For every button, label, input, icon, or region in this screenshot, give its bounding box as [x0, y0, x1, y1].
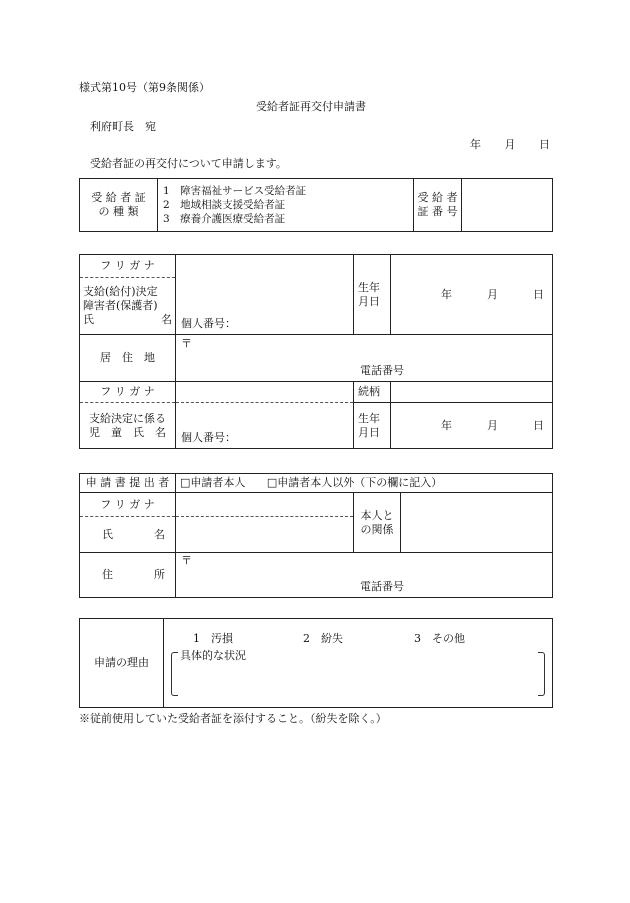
recipient-birth-date-field[interactable] [391, 255, 553, 335]
form-number: 様式第10号（第9条関係） [79, 81, 210, 94]
submitter-name-shi: 氏 [102, 527, 113, 541]
submitter-options [176, 474, 553, 493]
cert-type-label-line1: 受 給 者 証 [91, 191, 146, 204]
recipient-name-label-shi: 氏 [83, 313, 94, 326]
reason-option-1[interactable]: 1 汚損 [193, 632, 233, 645]
child-name-label-line1: 支給決定に係る [89, 411, 166, 425]
addressee: 利府町長 宛 [90, 120, 156, 133]
submitter-option-other[interactable]: □申請者本人以外（下の欄に記入） [266, 476, 443, 489]
child-birth-date-field[interactable] [391, 403, 553, 449]
reason-table [79, 618, 553, 708]
submitter-table [79, 473, 553, 598]
recipient-birth-label-line2: 月日 [358, 294, 380, 308]
details-bracket-left [171, 652, 178, 696]
child-relation-label: 続柄 [354, 382, 391, 403]
submitter-name-mei: 名 [154, 527, 165, 541]
submitter-name-label-text [80, 528, 175, 542]
recipient-name-label-line3 [83, 313, 172, 327]
recipient-birth-year: 年 [441, 287, 452, 301]
submitter-name-field[interactable] [176, 517, 354, 553]
date-year: 年 [470, 138, 481, 151]
recipient-name-field[interactable] [176, 255, 354, 335]
details-input-area[interactable] [180, 665, 530, 693]
recipient-name-label-mei: 名 [161, 313, 172, 326]
submitter-address-field[interactable] [176, 553, 553, 598]
recipient-birth-month: 月 [487, 287, 498, 301]
submitter-label: 申 請 書 提 出 者 [80, 474, 176, 493]
cert-number-label-line2: 証 番 号 [417, 205, 458, 218]
recipient-furigana-label: フ リ ガ ナ [80, 255, 176, 278]
recipient-birth-date [391, 288, 552, 302]
recipient-birth-label [354, 255, 391, 335]
cert-number-label-line1: 受 給 者 [417, 191, 458, 204]
recipient-personal-number-label: 個人番号： [181, 317, 236, 330]
child-name-label-line2: 児 童 氏 名 [89, 425, 166, 439]
certificate-type-table [79, 178, 553, 232]
recipient-birth-day: 日 [533, 287, 544, 301]
submitter-furigana-label: フ リ ガ ナ [80, 493, 176, 517]
cert-option-1[interactable]: 1 障害福祉サービス受給者証 [163, 185, 307, 197]
submitter-relationship-line2: の関係 [360, 522, 394, 536]
child-birth-day: 日 [533, 418, 544, 432]
reason-label: 申請の理由 [80, 619, 164, 708]
submitter-postal-mark: 〒 [181, 554, 192, 567]
date-month: 月 [504, 138, 516, 151]
cert-type-label-line2: の 種 類 [98, 205, 139, 218]
child-relation-field[interactable] [391, 382, 553, 403]
child-birth-month: 月 [487, 418, 498, 432]
child-personal-number-label: 個人番号： [181, 431, 236, 444]
child-name-field[interactable] [176, 403, 354, 449]
child-furigana-field[interactable] [176, 382, 354, 403]
details-bracket-right [538, 652, 545, 696]
cert-option-2[interactable]: 2 地域相談支援受給者証 [163, 199, 286, 211]
child-birth-label [354, 403, 391, 449]
page-title: 受給者証再交付申請書 [256, 100, 366, 113]
address-field[interactable] [176, 335, 553, 382]
cert-number-label [414, 179, 462, 232]
child-birth-date [391, 419, 552, 433]
details-label: 具体的な状況 [180, 649, 246, 662]
submitter-relationship-field[interactable] [401, 493, 553, 553]
reason-option-3[interactable]: 3 その他 [414, 632, 465, 645]
intro-text: 受給者証の再交付について申請します。 [90, 157, 287, 170]
footnote: ※従前使用していた受給者証を添付すること。（紛失を除く。） [79, 712, 387, 725]
child-birth-label-line2: 月日 [358, 425, 380, 439]
submitter-address-label-text [80, 568, 175, 582]
address-postal-mark: 〒 [181, 337, 192, 350]
cert-number-field[interactable] [462, 179, 553, 232]
address-label: 居 住 地 [80, 335, 176, 382]
submitter-name-label [80, 517, 176, 553]
child-furigana-label: フ リ ガ ナ [80, 382, 176, 403]
child-name-label [80, 403, 176, 449]
cert-type-label [80, 179, 158, 232]
submitter-address-ju: 住 [102, 568, 113, 581]
submitter-relationship-line1: 本人と [360, 508, 394, 522]
cert-option-3[interactable]: 3 療養介護医療受給者証 [163, 213, 286, 225]
submitter-address-label [80, 553, 176, 598]
submitter-option-self[interactable]: □申請者本人 [180, 476, 246, 489]
address-phone-label: 電話番号 [360, 364, 404, 377]
submitter-furigana-field[interactable] [176, 493, 354, 517]
recipient-name-label-line1: 支給(給付)決定 [83, 285, 158, 298]
child-birth-label-line1: 生年 [358, 411, 380, 425]
cert-type-options[interactable] [158, 179, 414, 232]
submitter-relationship-label [354, 493, 401, 553]
child-birth-year: 年 [441, 418, 452, 432]
recipient-table [79, 254, 553, 449]
submitter-phone-label: 電話番号 [360, 580, 404, 593]
date-day: 日 [539, 138, 550, 151]
reason-field [164, 619, 553, 708]
recipient-birth-label-line1: 生年 [358, 280, 380, 294]
reason-option-2[interactable]: 2 紛失 [303, 632, 343, 645]
recipient-name-label-line2: 障害者(保護者) [83, 299, 158, 312]
date-line [470, 138, 550, 151]
recipient-name-label [80, 278, 176, 335]
submitter-address-sho: 所 [154, 568, 165, 581]
